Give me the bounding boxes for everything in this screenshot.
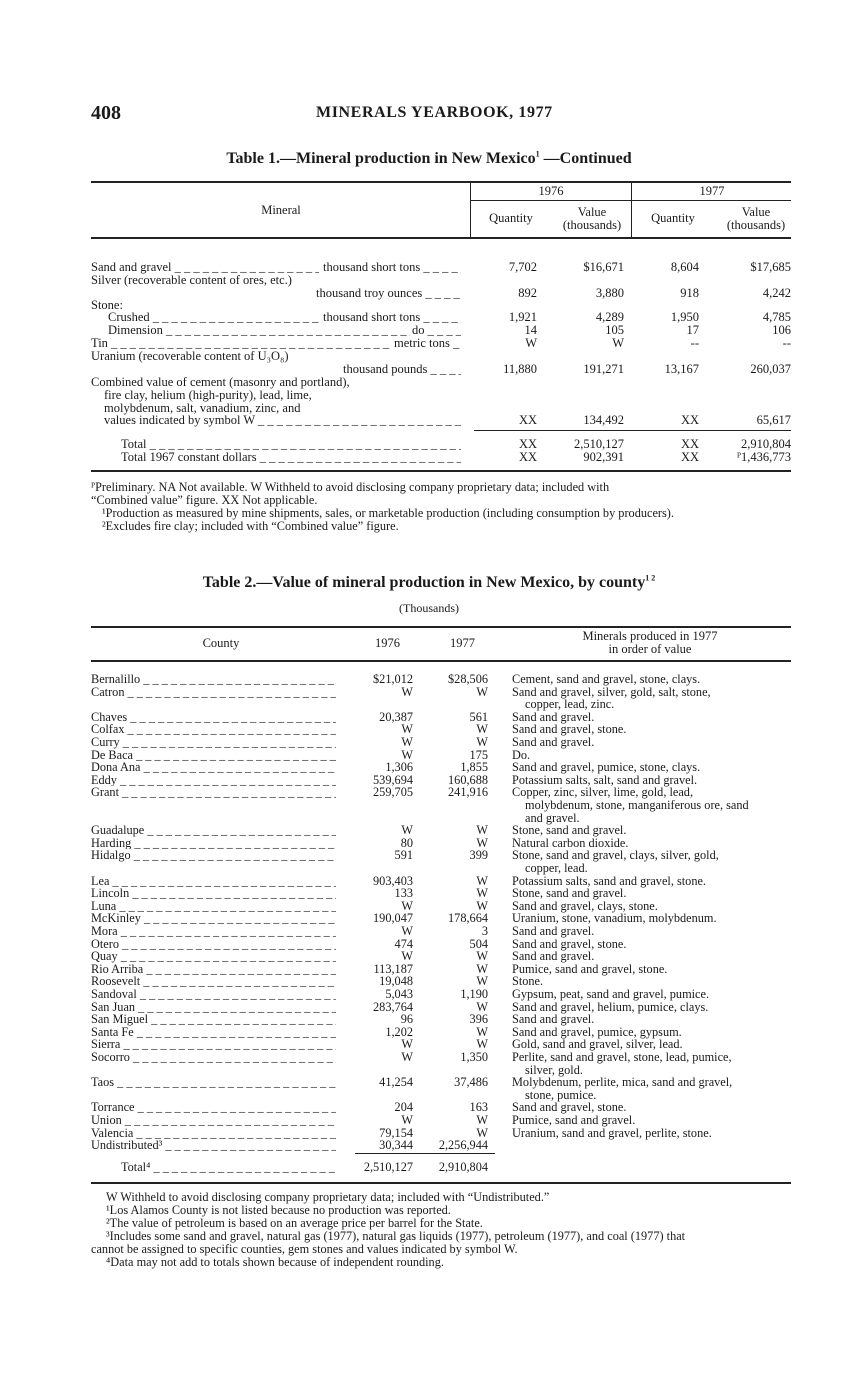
county-name: Quay _ _ _ [91, 950, 336, 963]
cell-v76: 134,492 [583, 413, 624, 427]
county-name: Harding _ _ _ [91, 837, 336, 850]
minerals-produced: Sand and gravel, pumice, gypsum. [512, 1024, 682, 1039]
table1-row [0, 414, 858, 427]
cell-q76: 14 [524, 323, 537, 337]
minerals-produced: Stone, sand and gravel. [512, 886, 627, 901]
value-unit: (thousands) [562, 218, 622, 232]
minerals-produced: Stone. [512, 974, 544, 989]
minerals-produced: copper, lead. [525, 860, 588, 875]
table2-total-rule [355, 1153, 495, 1154]
table1-year-1976: 1976 [538, 184, 564, 198]
table1-row [0, 311, 858, 324]
value-1977: W [476, 999, 488, 1014]
table1-row [0, 324, 858, 337]
table1-note: ᴾPreliminary. NA Not available. W Withheld to avoid disclosing company proprietary data; included with [91, 480, 610, 494]
value-1976: 41,254 [379, 1075, 413, 1090]
row-label: Stone: [91, 298, 123, 312]
minerals-produced: Potassium salts, salt, sand and gravel. [512, 772, 698, 787]
value-1976: 79,154 [379, 1125, 413, 1140]
minerals-produced: Sand and gravel. [512, 1012, 595, 1027]
minerals-produced: Sand and gravel, helium, pumice, clays. [512, 999, 709, 1014]
cell-v77: -- [782, 336, 791, 350]
minerals-produced: Stone, sand and gravel, clays, silver, gold, [512, 848, 719, 863]
row-label: Total _ _ _ [121, 438, 461, 451]
minerals-produced: Sand and gravel. [512, 949, 595, 964]
county-name: Grant _ _ _ [91, 786, 336, 799]
value-1977: 396 [469, 1012, 488, 1027]
minerals-produced: silver, gold. [525, 1062, 583, 1077]
minerals-produced: Do. [512, 747, 531, 762]
cell-q77: XX [680, 413, 699, 427]
value-1977: W [476, 823, 488, 838]
cell-q76: XX [518, 413, 537, 427]
page-number: 408 [91, 102, 121, 124]
table2-note: ⁴Data may not add to totals shown because of independent rounding. [106, 1255, 444, 1269]
county-name: Socorro _ _ _ [91, 1051, 336, 1064]
value-1977: 37,486 [454, 1075, 488, 1090]
value-1977: 241,916 [448, 785, 488, 800]
cell-v77: 2,910,804 [741, 437, 791, 451]
value-1977: $28,506 [448, 672, 488, 686]
value-label: Value [741, 205, 771, 219]
value-1976: 539,694 [373, 772, 413, 787]
minerals-produced: Sand and gravel. [512, 709, 595, 724]
cell-v77: 65,617 [756, 413, 791, 427]
minerals-produced: Pumice, sand and gravel, stone. [512, 961, 668, 976]
table1-title-footnote: 1 [535, 149, 540, 159]
value-1976: W [401, 1113, 413, 1127]
row-unit: thousand short tons _ _ _ [323, 261, 461, 274]
value-1976: 30,344 [379, 1138, 413, 1153]
minerals-produced: Gypsum, peat, sand and gravel, pumice. [512, 987, 710, 1001]
table2-note: ³Includes some sand and gravel, natural gas (1977), natural gas liquids (1977), petroleum (1977), and coal (1977) that [106, 1229, 686, 1243]
table2-title-text: Table 2.—Value of mineral production in New Mexico, by county [202, 574, 646, 591]
minerals-produced: Sand and gravel, stone. [512, 936, 627, 951]
row-label: Total 1967 constant dollars _ _ _ [121, 451, 461, 464]
county-name: Roosevelt _ _ _ [91, 975, 336, 988]
value-1977: W [476, 886, 488, 901]
county-name: Guadalupe _ _ _ [91, 824, 336, 837]
cell-q76: W [525, 336, 537, 350]
value-unit: (thousands) [726, 218, 786, 232]
cell-v76: 4,289 [595, 310, 624, 324]
minerals-produced: Uranium, sand and gravel, perlite, stone. [512, 1125, 712, 1140]
cell-q77: 918 [680, 286, 699, 300]
value-1976: 259,705 [373, 785, 413, 800]
value-1977: W [476, 835, 488, 850]
row-unit: thousand troy ounces _ _ _ [316, 287, 461, 300]
table2-note: W Withheld to avoid disclosing company proprietary data; included with “Undistributed.” [106, 1190, 550, 1204]
county-name: Curry _ _ _ [91, 736, 336, 749]
cell-q77: XX [680, 450, 699, 464]
table1-total-rule [474, 430, 791, 431]
cell-q76: 1,921 [508, 310, 537, 324]
value-1977: W [476, 1024, 488, 1039]
value-1977: 1,190 [460, 987, 488, 1001]
cell-q76: XX [518, 450, 537, 464]
value-1977: 1,855 [460, 760, 488, 775]
cell-v76: W [612, 336, 624, 350]
county-name: Sandoval _ _ _ [91, 988, 336, 1001]
table2-note: cannot be assigned to specific counties, gem stones and values indicated by symbol W. [91, 1242, 518, 1256]
table1-year-1977: 1977 [699, 184, 725, 198]
county-name: Dona Ana _ _ _ [91, 761, 336, 774]
value-1977: W [476, 873, 488, 888]
table1-bottom-rule [91, 470, 791, 472]
value-1977: 175 [469, 747, 488, 762]
value-1977: W [476, 949, 488, 964]
table2-note: ²The value of petroleum is based on an average price per barrel for the State. [106, 1216, 483, 1230]
value-1976: 20,387 [379, 709, 413, 724]
minerals-produced: and gravel. [525, 810, 580, 825]
county-name: Chaves _ _ _ [91, 711, 336, 724]
row-unit: do _ _ _ [412, 324, 461, 337]
row-unit: metric tons _ _ _ [394, 337, 461, 350]
cell-v77: 4,242 [762, 286, 791, 300]
minerals-produced: copper, lead, zinc. [525, 697, 615, 712]
value-1976: 474 [394, 936, 413, 951]
value-1977: 399 [469, 848, 488, 863]
value-1976: 190,047 [373, 911, 413, 926]
county-name: De Baca _ _ _ [91, 749, 336, 762]
row-label: values indicated by symbol W _ _ _ [104, 414, 461, 427]
value-1976: 80 [400, 835, 413, 850]
value-1977: 3 [481, 924, 488, 938]
minerals-produced: Cement, sand and gravel, stone, clays. [512, 672, 701, 686]
value-1976: 903,403 [373, 873, 413, 888]
row-label: fire clay, helium (high-purity), lead, lime, [104, 388, 312, 402]
table1-col-mineral: Mineral [261, 203, 301, 217]
table2-col-county: County [202, 636, 240, 650]
cell-q76: 11,880 [503, 362, 537, 376]
minerals-produced: Sand and gravel, stone. [512, 1100, 627, 1115]
county-name: Undistributed³ _ _ _ [91, 1139, 336, 1152]
cell-v76: 105 [605, 323, 624, 337]
value-1976: 283,764 [373, 999, 413, 1014]
value-1976: 96 [400, 1012, 413, 1027]
county-name: Santa Fe _ _ _ [91, 1026, 336, 1039]
cell-q76: 7,702 [508, 260, 537, 274]
table1-note: ¹Production as measured by mine shipments, sales, or marketable production (including consumption by producers). [102, 506, 674, 520]
total-1976: 2,510,127 [363, 1160, 413, 1174]
value-1977: W [476, 1113, 488, 1127]
county-name: Catron _ _ _ [91, 686, 336, 699]
county-name: Otero _ _ _ [91, 938, 336, 951]
table2-note: ¹Los Alamos County is not listed because no production was reported. [106, 1203, 451, 1217]
minerals-produced: stone, pumice. [525, 1087, 597, 1102]
row-label: Uranium (recoverable content of U₃O₈) [91, 349, 289, 363]
table2-subtitle: (Thousands) [399, 601, 459, 615]
cell-q77: 17 [686, 323, 699, 337]
minerals-produced: Perlite, sand and gravel, stone, lead, pumice, [512, 1050, 732, 1064]
minerals-produced: Uranium, stone, vanadium, molybdenum. [512, 911, 717, 926]
row-label: Crushed _ _ _ [108, 311, 319, 324]
value-1976: W [401, 1037, 413, 1052]
value-1977: W [476, 722, 488, 737]
minerals-produced: Natural carbon dioxide. [512, 835, 629, 850]
value-1977: 561 [469, 709, 488, 724]
value-1976: W [401, 1050, 413, 1064]
value-1976: W [401, 924, 413, 938]
value-1976: W [401, 722, 413, 737]
value-1976: 5,043 [385, 987, 413, 1001]
county-name: Taos _ _ _ [91, 1076, 336, 1089]
county-name: Lincoln _ _ _ [91, 887, 336, 900]
table1-col-value-1977 [716, 206, 796, 232]
table2-title [0, 574, 858, 592]
table1-total-row [0, 451, 858, 464]
row-label: Dimension _ _ _ [108, 324, 410, 337]
minerals-produced: Sand and gravel, clays, stone. [512, 898, 658, 913]
cell-v77: ᴾ1,436,773 [736, 450, 791, 464]
value-1976: 591 [394, 848, 413, 863]
table1-total-row [0, 438, 858, 451]
county-name: Union _ _ _ [91, 1114, 336, 1127]
value-1976: 19,048 [379, 974, 413, 989]
value-1976: 1,202 [385, 1024, 413, 1039]
table2-col-1977: 1977 [450, 636, 475, 650]
cell-q77: 8,604 [670, 260, 699, 274]
cell-q77: XX [680, 437, 699, 451]
table1-note: “Combined value” figure. XX Not applicable. [91, 493, 318, 507]
minerals-produced: Sand and gravel, pumice, stone, clays. [512, 760, 701, 775]
value-label: Value [577, 205, 607, 219]
cell-v77: 4,785 [762, 310, 791, 324]
running-head: MINERALS YEARBOOK, 1977 [316, 104, 553, 121]
county-name: Torrance _ _ _ [91, 1101, 336, 1114]
minerals-produced: Molybdenum, perlite, mica, sand and gravel, [512, 1075, 733, 1090]
table2-top-rule [91, 626, 791, 628]
row-unit: thousand short tons _ _ _ [323, 311, 461, 324]
row-label: Combined value of cement (masonry and portland), [91, 375, 350, 389]
minerals-produced: Sand and gravel. [512, 924, 595, 938]
value-1976: W [401, 898, 413, 913]
county-name: Luna _ _ _ [91, 900, 336, 913]
county-name: Lea _ _ _ [91, 875, 336, 888]
value-1976: 133 [394, 886, 413, 901]
county-name: Sierra _ _ _ [91, 1038, 336, 1051]
row-label: Silver (recoverable content of ores, etc.) [91, 273, 292, 287]
table1-title-suffix: —Continued [539, 150, 632, 167]
value-1977: W [476, 735, 488, 749]
value-1976: 204 [394, 1100, 413, 1115]
county-name: Mora _ _ _ [91, 925, 336, 938]
value-1977: 178,664 [448, 911, 488, 926]
value-1976: W [401, 684, 413, 699]
value-1977: W [476, 974, 488, 989]
minerals-produced: Sand and gravel, stone. [512, 722, 627, 737]
table2-bottom-rule [91, 1182, 791, 1184]
minerals-produced: Gold, sand and gravel, silver, lead. [512, 1037, 683, 1052]
value-1977: W [476, 1125, 488, 1140]
cell-v76: 902,391 [583, 450, 624, 464]
table1-header-rule [91, 237, 791, 239]
cell-q76: 892 [518, 286, 537, 300]
cell-q77: 1,950 [670, 310, 699, 324]
minerals-produced: Sand and gravel, silver, gold, salt, stone, [512, 684, 711, 699]
cell-v76: 2,510,127 [574, 437, 624, 451]
minerals-produced: Copper, zinc, silver, lime, gold, lead, [512, 785, 694, 800]
cell-v76: 3,880 [595, 286, 624, 300]
county-name: Valencia _ _ _ [91, 1127, 336, 1140]
value-1976: W [401, 949, 413, 964]
value-1977: W [476, 898, 488, 913]
table1-row [0, 274, 858, 287]
minerals-header-line2: in order of value [608, 642, 692, 656]
table1-year-rule [471, 200, 791, 201]
cell-q77: -- [690, 336, 699, 350]
cell-v77: 260,037 [750, 362, 791, 376]
value-1977: 1,350 [460, 1050, 488, 1064]
table1-col-quantity-1976: Quantity [489, 211, 533, 225]
table2-col-minerals [505, 630, 795, 656]
cell-v76: $16,671 [583, 260, 624, 274]
table2-title-footnotes: 1 2 [645, 573, 656, 583]
value-1977: 163 [469, 1100, 488, 1115]
table1-note: ²Excludes fire clay; included with “Combined value” figure. [102, 519, 399, 533]
cell-v77: $17,685 [750, 260, 791, 274]
value-1977: 160,688 [448, 772, 488, 787]
value-1976: $21,012 [373, 672, 413, 686]
table1-col-quantity-1977: Quantity [651, 211, 695, 225]
minerals-produced: Potassium salts, sand and gravel, stone. [512, 873, 706, 888]
total-1977: 2,910,804 [438, 1160, 488, 1174]
minerals-produced: Pumice, sand and gravel. [512, 1113, 636, 1127]
row-unit: thousand pounds _ _ _ [343, 363, 461, 376]
cell-v77: 106 [772, 323, 791, 337]
table1-title-text: Table 1.—Mineral production in New Mexico [226, 150, 536, 167]
cell-v76: 191,271 [583, 362, 624, 376]
value-1977: W [476, 684, 488, 699]
value-1977: W [476, 1037, 488, 1052]
value-1976: 113,187 [373, 961, 413, 976]
table2-header-rule [91, 660, 791, 662]
county-name: Bernalillo _ _ _ [91, 673, 336, 686]
total-label: Total⁴ _ _ _ [121, 1161, 336, 1174]
value-1976: W [401, 747, 413, 762]
county-name: Rio Arriba _ _ _ [91, 963, 336, 976]
table2-col-1976: 1976 [375, 636, 400, 650]
row-label: Sand and gravel _ _ _ [91, 261, 319, 274]
county-name: San Miguel _ _ _ [91, 1013, 336, 1026]
table1-col-value-1976 [552, 206, 632, 232]
row-label: molybdenum, salt, vanadium, zinc, and [104, 401, 301, 415]
county-name: McKinley _ _ _ [91, 912, 336, 925]
table1-row [0, 350, 858, 363]
cell-q77: 13,167 [664, 362, 699, 376]
row-label: Tin _ _ _ [91, 337, 391, 350]
minerals-produced: Stone, sand and gravel. [512, 823, 627, 838]
value-1976: W [401, 823, 413, 838]
county-name: Eddy _ _ _ [91, 774, 336, 787]
table1-title [0, 150, 858, 168]
county-name: Hidalgo _ _ _ [91, 849, 336, 862]
cell-q76: XX [518, 437, 537, 451]
value-1976: 1,306 [385, 760, 413, 775]
county-name: San Juan _ _ _ [91, 1001, 336, 1014]
minerals-header-line1: Minerals produced in 1977 [582, 629, 718, 643]
table1-top-rule [91, 181, 791, 183]
value-1976: W [401, 735, 413, 749]
county-name: Colfax _ _ _ [91, 723, 336, 736]
value-1977: 504 [469, 936, 488, 951]
value-1977: W [476, 961, 488, 976]
minerals-produced: Sand and gravel. [512, 735, 595, 749]
value-1977: 2,256,944 [438, 1138, 488, 1153]
minerals-produced: molybdenum, stone, manganiferous ore, sand [525, 797, 749, 812]
